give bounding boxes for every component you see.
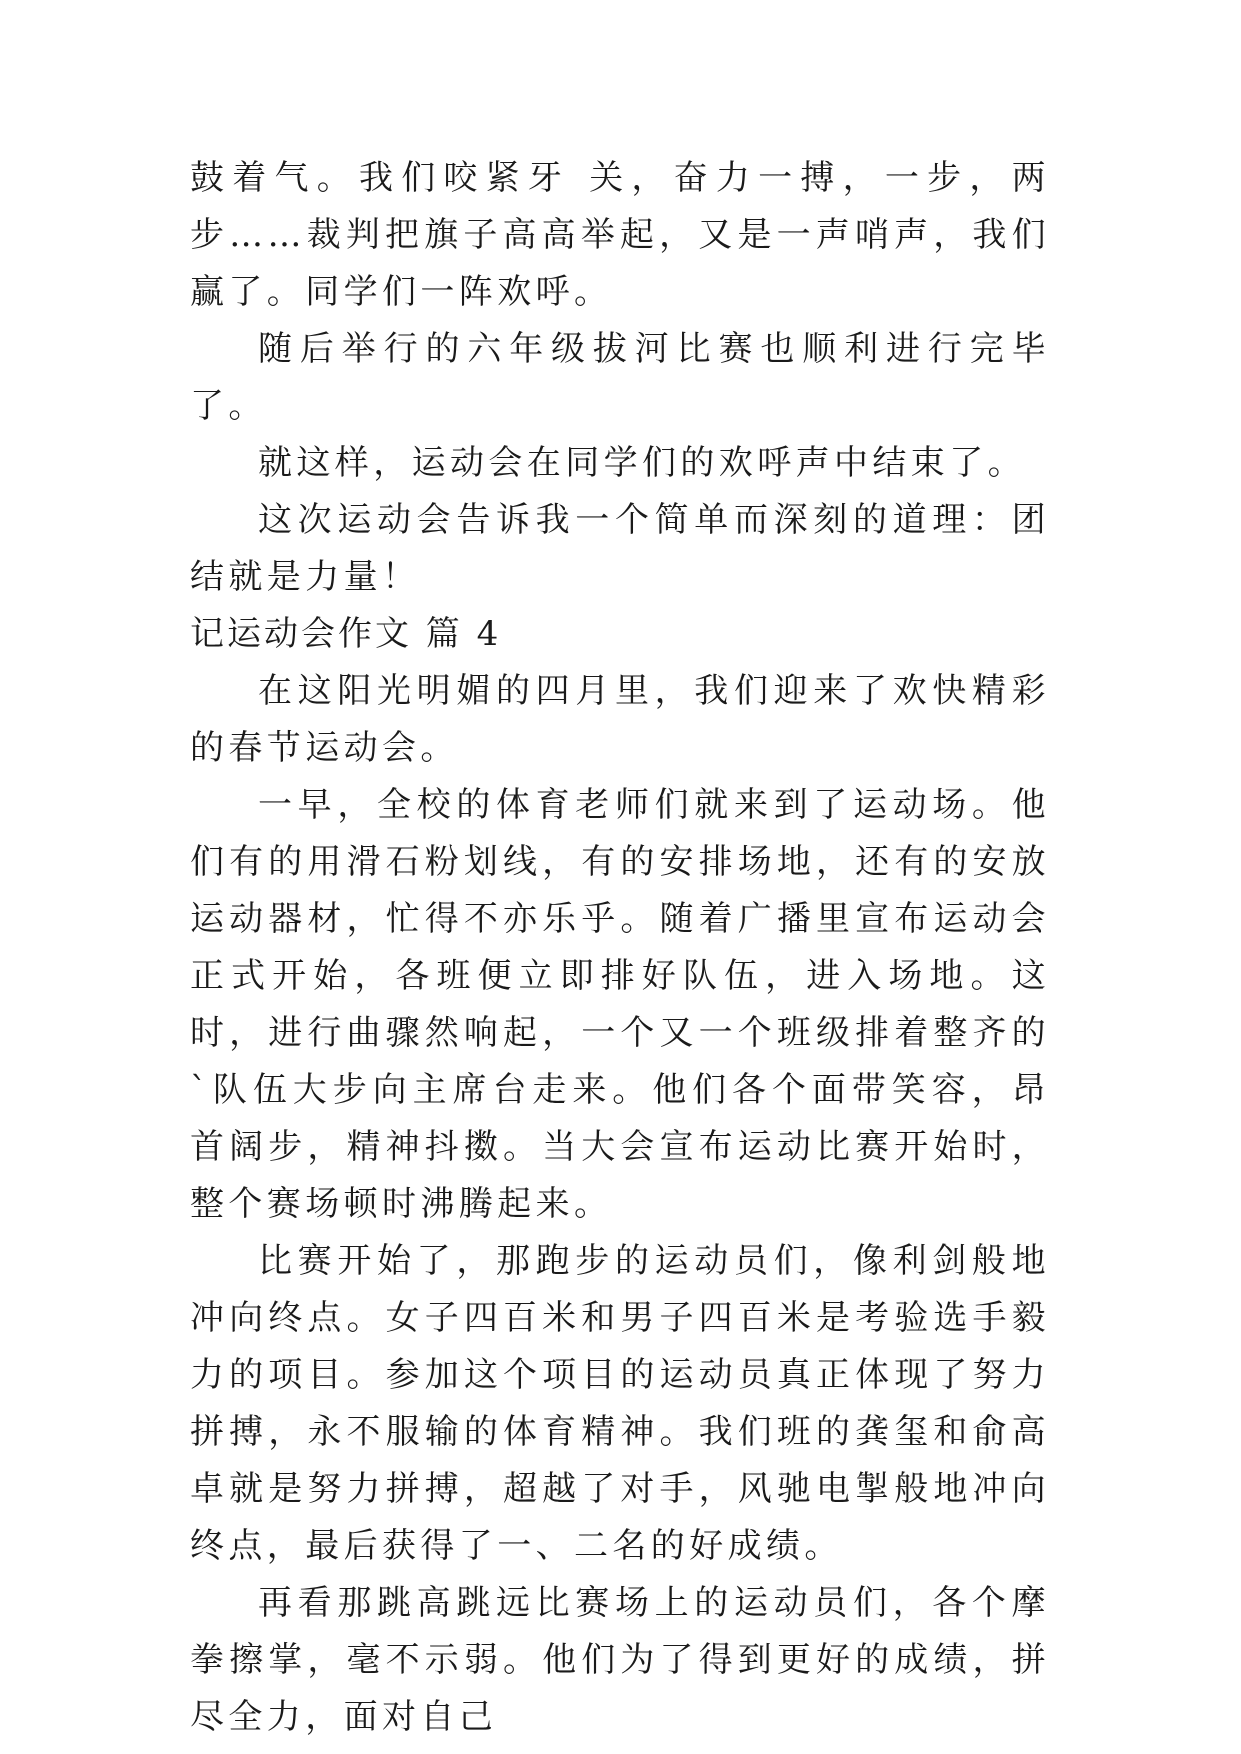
paragraph: 这次运动会告诉我一个简单而深刻的道理：团结就是力量！ <box>190 500 1050 597</box>
paragraph: 再看那跳高跳远比赛场上的运动员们，各个摩拳擦掌，毫不示弱。他们为了得到更好的成绩，拼尽全力，面对自己 <box>190 1583 1050 1737</box>
paragraph: 一早，全校的体育老师们就来到了运动场。他们有的用滑石粉划线，有的安排场地，还有的安放运动器材，忙得不亦乐乎。随着广播里宣布运动会正式开始，各班便立即排好队伍，进入场地。这时，进行曲骤然响起，一个又一个班级排着整齐的`队伍大步向主席台走来。他们各个面带笑容，昂首阔步，精神抖擞。当大会宣布运动比赛开始时，整个赛场顿时沸腾起来。 <box>190 785 1050 1224</box>
document-page <box>190 150 1050 1737</box>
paragraph: 在这阳光明媚的四月里，我们迎来了欢快精彩的春节运动会。 <box>190 671 1050 768</box>
paragraph: 随后举行的六年级拔河比赛也顺利进行完毕了。 <box>190 329 1050 426</box>
section-title: 记运动会作文 篇 4 <box>190 614 502 654</box>
paragraph: 比赛开始了，那跑步的运动员们，像利剑般地冲向终点。女子四百米和男子四百米是考验选手毅力的项目。参加这个项目的运动员真正体现了努力拼搏，永不服输的体育精神。我们班的龚玺和俞高卓就是努力拼搏，超越了对手，风驰电掣般地冲向终点，最后获得了一、二名的好成绩。 <box>190 1241 1050 1566</box>
paragraph-continuation: 鼓着气。我们咬紧牙 关，奋力一搏，一步，两步……裁判把旗子高高举起，又是一声哨声，我们赢了。同学们一阵欢呼。 <box>190 158 1050 312</box>
paragraph: 就这样，运动会在同学们的欢呼声中结束了。 <box>258 443 1026 483</box>
